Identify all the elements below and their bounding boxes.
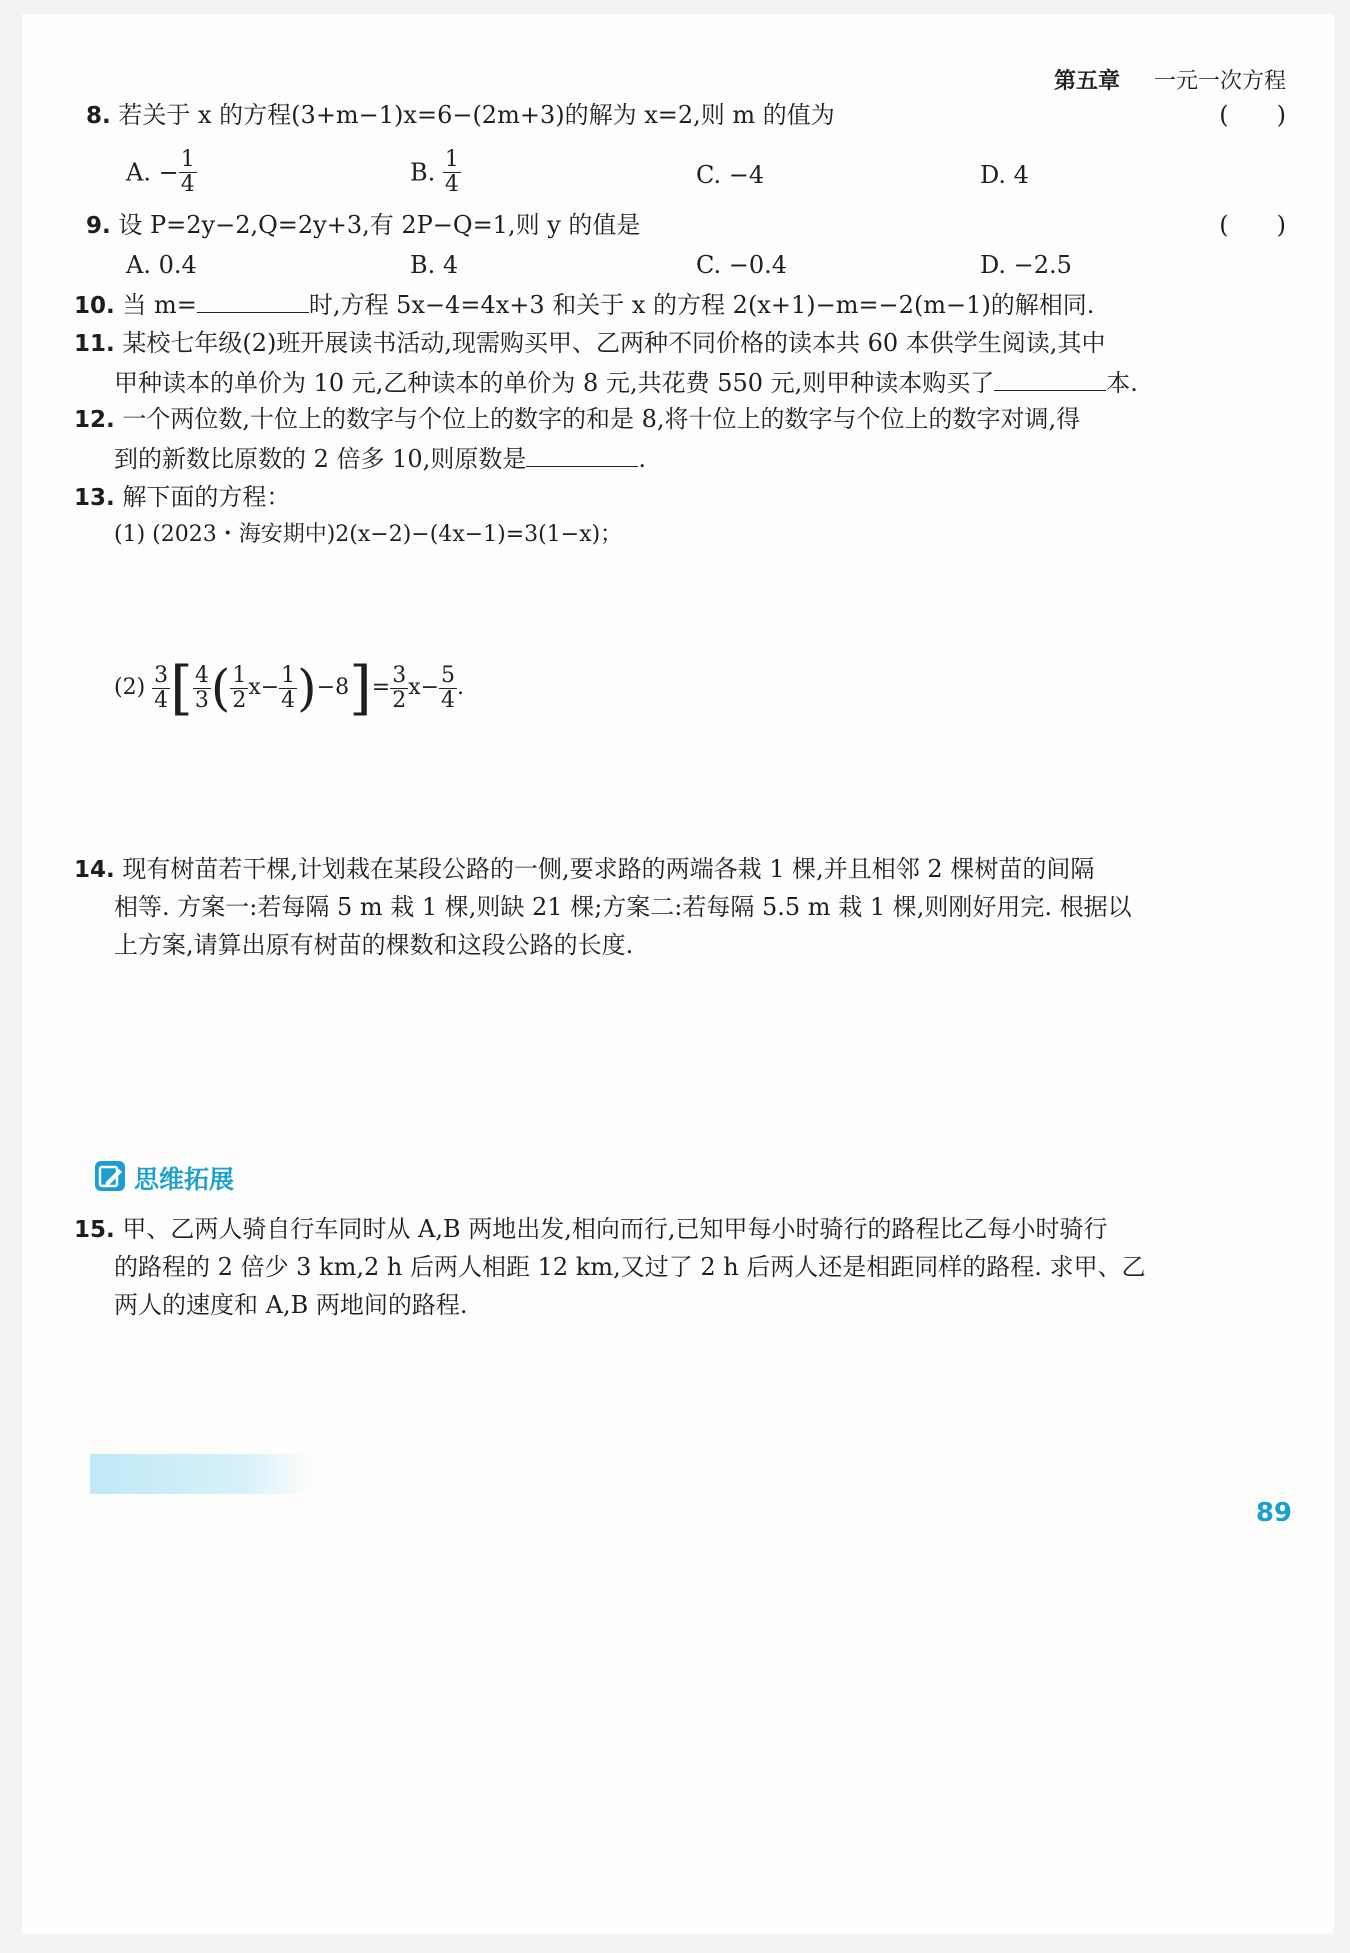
option-b: B. $\frac{1}{4}$ [410, 147, 459, 197]
section-banner [90, 1454, 310, 1494]
right-bracket: ] [349, 654, 372, 722]
question-15-line-3: 两人的速度和 A,B 两地间的路程. [114, 1291, 468, 1319]
question-14-line-3: 上方案,请算出原有树苗的棵数和这段公路的长度. [114, 931, 634, 959]
answer-paren: ( ) [1219, 211, 1286, 239]
question-11-line-1: 11. 某校七年级(2)班开展读书活动,现需购买甲、乙两种不同价格的读本共 60 本供学生阅读,其中 [74, 329, 1106, 357]
option-d: D. 4 [980, 161, 1029, 189]
question-15-line-2: 的路程的 2 倍少 3 km,2 h 后两人相距 12 km,又过了 2 h 后两人还是相距同样的路程. 求甲、乙 [114, 1253, 1146, 1281]
option-d: D. −2.5 [980, 251, 1072, 279]
question-15-line-1: 15. 甲、乙两人骑自行车同时从 A,B 两地出发,相向而行,已知甲每小时骑行的路程比乙每小时骑行 [74, 1215, 1108, 1243]
question-text: 设 P=2y−2,Q=2y+3,有 2P−Q=1,则 y 的值是 [118, 211, 641, 239]
question-text: 若关于 x 的方程(3+m−1)x=6−(2m+3)的解为 x=2,则 m 的值为 [118, 101, 835, 129]
fraction: $\frac{4}{3}$ [194, 662, 209, 713]
fraction: $\frac{1}{4}$ [444, 147, 459, 197]
question-14-line-2: 相等. 方案一:若每隔 5 m 栽 1 棵,则缺 21 棵;方案二:若每隔 5.5 m 栽 1 棵,则刚好用完. 根据以 [114, 893, 1132, 921]
section-title: 思维拓展 [134, 1165, 235, 1194]
option-a: A. − $\frac{1}{4}$ [126, 147, 195, 197]
question-number: 11. [74, 331, 115, 357]
chapter-topic: 一元一次方程 [1153, 69, 1286, 94]
question-12-line-1: 12. 一个两位数,十位上的数字与个位上的数字的和是 8,将十位上的数字与个位上的数字对调,得 [74, 405, 1081, 433]
left-paren: ( [210, 659, 231, 717]
chapter-header [1054, 64, 1286, 95]
fraction: $\frac{3}{2}$ [392, 662, 407, 713]
fraction: $\frac{1}{4}$ [281, 662, 296, 713]
option-c: C. −0.4 [696, 251, 788, 279]
question-13-part-2: (2) $\frac{3}{4}$ [ $\frac{4}{3}$ ( $\frac{1}{2}$ x− $\frac{1}{4}$ )−8]= $\frac{3}{2}$ x− $\frac{5}{4}$ . [114, 654, 465, 722]
question-number: 8. [86, 103, 111, 129]
pencil-note-icon [94, 1160, 126, 1192]
question-number: 10. [74, 293, 115, 319]
question-number: 9. [86, 213, 111, 239]
answer-blank[interactable] [197, 288, 309, 313]
answer-blank[interactable] [526, 442, 638, 467]
question-13-part-1: (1) (2023・海安期中)2(x−2)−(4x−1)=3(1−x)； [114, 522, 623, 547]
left-bracket: [ [170, 654, 193, 722]
question-number: 14. [74, 857, 115, 883]
fraction: $\frac{1}{4}$ [180, 147, 195, 197]
answer-paren: ( ) [1219, 101, 1286, 129]
fraction: $\frac{1}{2}$ [232, 662, 247, 713]
question-number: 15. [74, 1217, 115, 1243]
question-number: 13. [74, 485, 115, 511]
question-13-stem: 13. 解下面的方程： [74, 483, 291, 511]
right-paren: ) [297, 659, 317, 717]
option-a: A. 0.4 [126, 251, 197, 279]
question-8-stem [86, 100, 835, 131]
question-14-line-1: 14. 现有树苗若干棵,计划栽在某段公路的一侧,要求路的两端各栽 1 棵,并且相邻 2 棵树苗的间隔 [74, 855, 1095, 883]
question-9-stem [86, 210, 640, 241]
fraction: $\frac{5}{4}$ [441, 662, 456, 713]
question-11-line-2: 甲种读本的单价为 10 元,乙种读本的单价为 8 元,共花费 550 元,则甲种读本购买了 本. [114, 366, 1138, 398]
answer-blank[interactable] [994, 366, 1106, 391]
workbook-page [22, 14, 1334, 1934]
question-12-line-2: 到的新数比原数的 2 倍多 10,则原数是 . [114, 442, 646, 474]
page-number: 89 [1255, 1498, 1292, 1528]
question-number: 12. [74, 407, 115, 433]
fraction: $\frac{3}{4}$ [154, 662, 169, 713]
option-b: B. 4 [410, 251, 459, 279]
chapter-number: 第五章 [1053, 69, 1120, 94]
question-10: 10. 当 m= 时,方程 5x−4=4x+3 和关于 x 的方程 2(x+1)−m=−2(m−1)的解相同. [74, 288, 1094, 321]
option-c: C. −4 [696, 161, 765, 189]
